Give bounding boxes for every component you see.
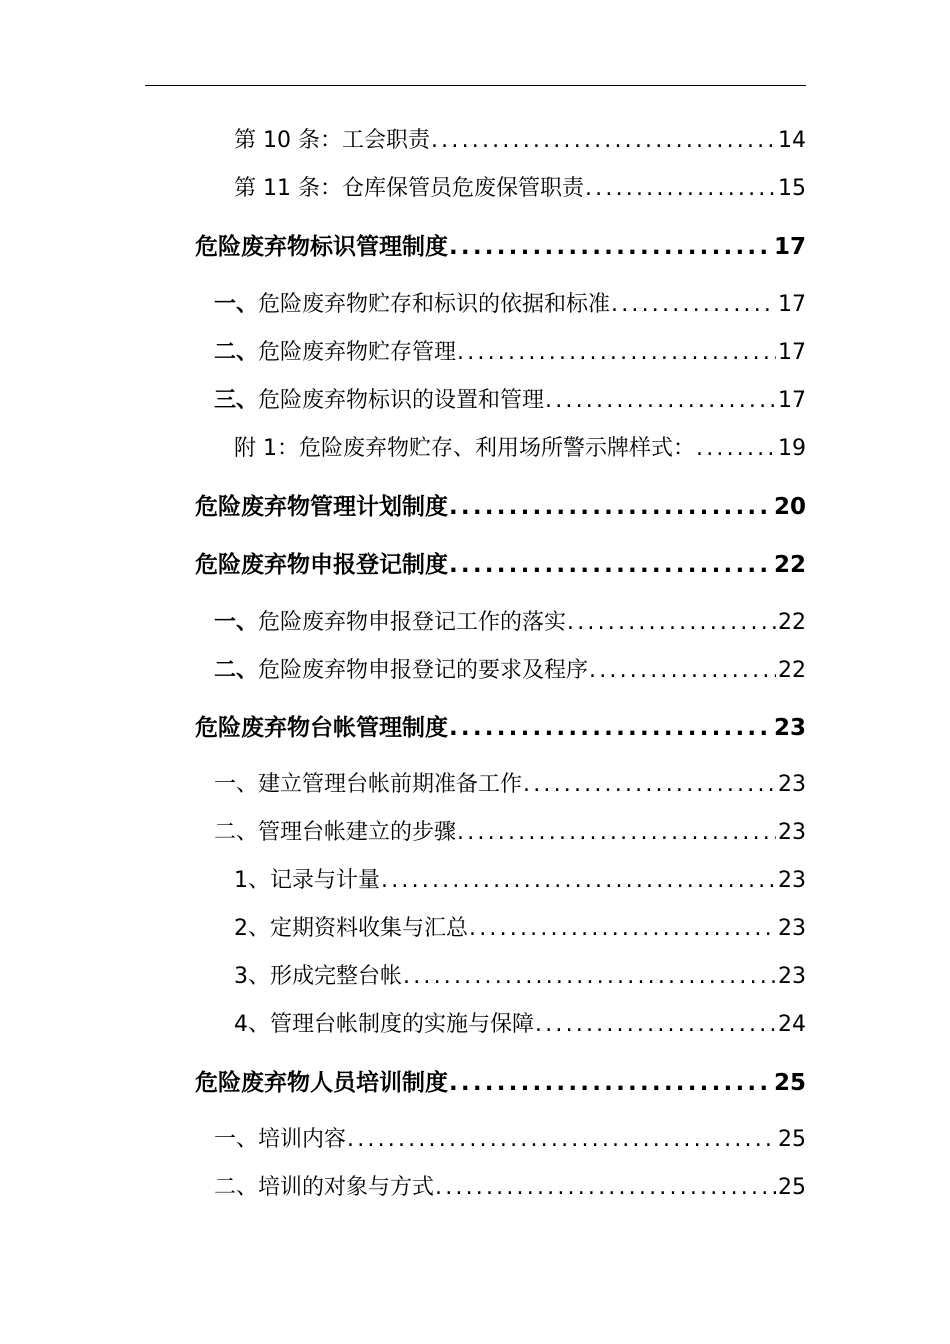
toc-entry-article-11[interactable]	[234, 173, 806, 205]
toc-entry-declaration-system[interactable]	[195, 549, 806, 581]
toc-entry-label: 1、记录与计量	[234, 868, 380, 893]
toc-leader-dots	[347, 1124, 776, 1156]
toc-entry-text: 危险废弃物贮存管理	[258, 340, 457, 365]
toc-entry-label: 二、培训的对象与方式	[214, 1175, 435, 1200]
toc-entry-label: 3、形成完整台帐	[234, 964, 402, 989]
toc-leader-dots	[431, 125, 776, 157]
toc-page-number: 14	[778, 128, 806, 153]
toc-entry-article-10[interactable]	[234, 125, 806, 157]
toc-page-number: 23	[778, 868, 806, 893]
toc-page-number: 23	[778, 820, 806, 845]
toc-entry-training-targets[interactable]	[214, 1172, 806, 1204]
toc-page-number: 20	[773, 494, 806, 520]
toc-entry-label: 危险废弃物管理计划制度	[195, 494, 448, 520]
toc-entry-label: 危险废弃物标识管理制度	[195, 234, 448, 260]
toc-entry-complete-ledger[interactable]	[234, 961, 806, 993]
toc-entry-number: 二、	[214, 340, 259, 365]
toc-page-number: 25	[778, 1127, 806, 1152]
toc-leader-dots	[611, 289, 776, 321]
toc-entry-text: 危险废弃物申报登记的要求及程序	[258, 658, 589, 683]
toc-entry-label: 一、培训内容	[214, 1127, 347, 1152]
toc-page-number: 25	[773, 1070, 806, 1096]
toc-page-number: 23	[773, 715, 806, 741]
toc-entry-label	[214, 289, 610, 321]
toc-leader-dots	[449, 549, 772, 581]
toc-entry-label: 危险废弃物人员培训制度	[195, 1070, 448, 1096]
toc-leader-dots	[589, 655, 776, 687]
toc-entry-label: 2、定期资料收集与汇总	[234, 916, 468, 941]
toc-entry-text: 危险废弃物标识的设置和管理	[258, 388, 545, 413]
toc-entry-management-plan[interactable]	[195, 491, 806, 523]
toc-entry-number: 三、	[214, 388, 259, 413]
toc-page-number: 15	[778, 176, 806, 201]
toc-entry-ledger-implementation[interactable]	[234, 1009, 806, 1041]
toc-page-number: 25	[778, 1175, 806, 1200]
toc-entry-label: 附 1：危险废弃物贮存、利用场所警示牌样式：	[234, 436, 695, 461]
toc-entry-recording[interactable]	[234, 865, 806, 897]
toc-page-number: 17	[773, 234, 806, 260]
toc-entry-text: 危险废弃物贮存和标识的依据和标准	[258, 292, 611, 317]
toc-entry-label	[214, 655, 588, 687]
toc-leader-dots	[403, 961, 776, 993]
toc-leader-dots	[585, 173, 776, 205]
toc-page-number: 17	[778, 340, 806, 365]
toc-entry-ledger-steps[interactable]	[214, 817, 806, 849]
toc-entry-label: 第 11 条：仓库保管员危废保管职责	[234, 176, 584, 201]
toc-entry-label: 危险废弃物台帐管理制度	[195, 715, 448, 741]
toc-leader-dots	[381, 865, 776, 897]
toc-entry-label	[214, 385, 544, 417]
toc-entry-declaration-procedure[interactable]	[214, 655, 806, 687]
toc-leader-dots	[535, 1009, 776, 1041]
toc-entry-label: 二、管理台帐建立的步骤	[214, 820, 457, 845]
toc-entry-number: 二、	[214, 658, 259, 683]
toc-leader-dots	[457, 817, 776, 849]
toc-leader-dots	[449, 1067, 772, 1099]
toc-leader-dots	[435, 1172, 776, 1204]
toc-page-number: 23	[778, 916, 806, 941]
toc-entry-ledger-preparation[interactable]	[214, 769, 806, 801]
toc-entry-training-content[interactable]	[214, 1124, 806, 1156]
toc-entry-label: 危险废弃物申报登记制度	[195, 552, 448, 578]
toc-page-number: 24	[778, 1012, 806, 1037]
toc-leader-dots	[469, 913, 776, 945]
toc-page-number: 17	[778, 292, 806, 317]
toc-entry-appendix-1[interactable]	[234, 433, 806, 465]
toc-entry-label: 4、管理台帐制度的实施与保障	[234, 1012, 534, 1037]
toc-leader-dots	[567, 607, 776, 639]
header-rule	[145, 85, 806, 86]
toc-entry-number: 一、	[214, 610, 259, 635]
toc-entry-storage-management[interactable]	[214, 337, 806, 369]
toc-entry-label-setup[interactable]	[214, 385, 806, 417]
toc-entry-label	[214, 337, 456, 369]
toc-page-number: 22	[773, 552, 806, 578]
toc-leader-dots	[449, 231, 772, 263]
toc-entry-label: 一、建立管理台帐前期准备工作	[214, 772, 523, 797]
toc-leader-dots	[449, 712, 772, 744]
toc-leader-dots	[449, 491, 772, 523]
toc-entry-label	[214, 607, 566, 639]
toc-entry-labeling-basis[interactable]	[214, 289, 806, 321]
toc-entry-ledger-system[interactable]	[195, 712, 806, 744]
toc-page-number: 19	[778, 436, 806, 461]
toc-leader-dots	[696, 433, 776, 465]
toc-page-number: 23	[778, 964, 806, 989]
toc-leader-dots	[523, 769, 776, 801]
toc-entry-labeling-system[interactable]	[195, 231, 806, 263]
toc-page-number: 23	[778, 772, 806, 797]
toc-entry-label: 第 10 条：工会职责	[234, 128, 430, 153]
toc-entry-training-system[interactable]	[195, 1067, 806, 1099]
toc-page-number: 22	[778, 658, 806, 683]
toc-leader-dots	[545, 385, 776, 417]
toc-entry-declaration-implementation[interactable]	[214, 607, 806, 639]
toc-leader-dots	[457, 337, 776, 369]
toc-entry-number: 一、	[214, 292, 259, 317]
toc-entry-text: 危险废弃物申报登记工作的落实	[258, 610, 567, 635]
toc-page-number: 17	[778, 388, 806, 413]
toc-page-number: 22	[778, 610, 806, 635]
toc-entry-collection[interactable]	[234, 913, 806, 945]
